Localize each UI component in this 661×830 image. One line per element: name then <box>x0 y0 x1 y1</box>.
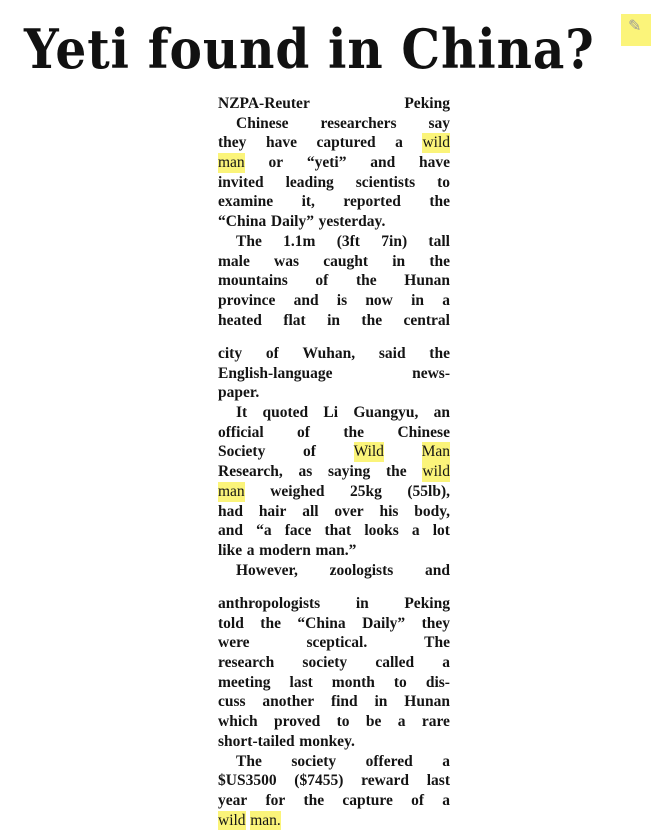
text-line <box>218 752 450 772</box>
word: 7in) <box>381 232 408 250</box>
word: quoted <box>262 404 309 422</box>
word: short-tailed <box>218 732 295 750</box>
word: they <box>218 134 247 152</box>
word: official <box>218 423 264 441</box>
word: Daily” <box>270 213 314 231</box>
text-line <box>218 133 450 153</box>
word: was <box>274 252 300 270</box>
word: a <box>442 791 450 809</box>
word: Chinese <box>397 423 450 441</box>
word: looks <box>364 522 399 540</box>
word: and <box>425 561 450 579</box>
word: in <box>411 291 425 309</box>
word: meeting <box>218 673 271 691</box>
word: is <box>336 291 348 309</box>
word: $US3500 <box>218 772 277 790</box>
text-line <box>218 311 450 331</box>
word: researchers <box>320 114 397 132</box>
word: it, <box>301 193 315 211</box>
text-line <box>218 114 450 134</box>
word: 1.1m <box>283 232 316 250</box>
word: and <box>370 154 396 172</box>
text-line <box>218 653 450 673</box>
word: caught <box>323 252 369 270</box>
text-line <box>218 482 450 502</box>
word: Chinese <box>236 114 289 132</box>
word: to <box>336 713 350 731</box>
word: Hunan <box>404 272 450 290</box>
word: the <box>343 423 365 441</box>
word: captured <box>316 134 376 152</box>
word: zoologists <box>329 561 394 579</box>
word: However, <box>236 561 298 579</box>
word: leading <box>285 173 334 191</box>
word: the <box>361 311 383 329</box>
word: English-language <box>218 364 333 382</box>
text-line <box>218 364 450 384</box>
word: said <box>378 345 406 362</box>
word: last <box>426 772 450 790</box>
word: they <box>421 614 450 632</box>
word: research <box>218 654 275 672</box>
article-column-1 <box>218 94 450 330</box>
word: 25kg <box>349 482 382 500</box>
word: (3ft <box>336 232 360 250</box>
word: The <box>424 634 450 652</box>
word: news- <box>412 364 450 382</box>
word: Peking <box>404 595 450 612</box>
text-line <box>218 442 450 462</box>
word: mountains <box>218 272 288 290</box>
text-line <box>218 502 450 522</box>
word: a <box>442 291 450 309</box>
word: a <box>395 134 403 152</box>
word: tall <box>428 232 450 250</box>
word: of <box>315 272 329 290</box>
word: a <box>411 522 420 540</box>
text-line <box>218 344 450 364</box>
word: over <box>334 502 364 520</box>
highlighted-word: Wild <box>353 443 384 461</box>
word: and <box>218 522 243 540</box>
word: dis- <box>425 673 450 691</box>
word: like <box>218 541 243 559</box>
highlighted-word: wild <box>218 811 246 829</box>
word: that <box>324 522 352 540</box>
text-line <box>218 212 450 232</box>
word: in <box>327 311 341 329</box>
text-line <box>218 732 450 752</box>
word: monkey. <box>299 732 355 750</box>
word: scientists <box>355 173 416 191</box>
text-line <box>218 712 450 732</box>
word: society <box>291 752 337 770</box>
word: the <box>303 791 325 809</box>
highlighted-word: wild <box>422 463 450 481</box>
word: offered <box>365 752 413 770</box>
word: paper. <box>218 384 260 402</box>
text-line <box>218 594 450 614</box>
word: another <box>262 693 315 711</box>
text-line <box>218 252 450 272</box>
word: be <box>365 713 382 731</box>
word: an <box>433 404 450 422</box>
word: the <box>429 345 450 362</box>
word: Society <box>218 443 266 461</box>
word: Daily” <box>362 614 406 632</box>
text-line <box>218 462 450 482</box>
word: a <box>442 752 450 770</box>
word: told <box>218 614 244 632</box>
word: of <box>411 791 424 809</box>
text-line <box>218 692 450 712</box>
word: now <box>365 291 393 309</box>
word: the <box>355 272 377 290</box>
text-line <box>218 403 450 423</box>
word: called <box>375 654 415 672</box>
word: saying <box>328 463 371 481</box>
text-line <box>218 811 450 830</box>
text-line <box>218 94 450 114</box>
word: of <box>297 423 310 441</box>
word: NZPA-Reuter <box>218 95 310 112</box>
word: male <box>218 252 250 270</box>
text-line <box>218 232 450 252</box>
word: have <box>419 154 450 172</box>
word: Guangyu, <box>353 404 419 422</box>
word: city <box>218 345 243 362</box>
word: heated <box>218 311 262 329</box>
word: the <box>429 252 450 270</box>
article-column-2 <box>218 344 450 580</box>
word: reported <box>343 193 401 211</box>
word: anthropologists <box>218 595 321 612</box>
word: of <box>265 345 279 362</box>
word: his <box>379 502 399 520</box>
word: to <box>393 673 407 691</box>
text-line <box>218 383 450 403</box>
word: a <box>246 541 255 559</box>
highlighted-word: man <box>218 154 245 172</box>
word: to <box>437 173 450 191</box>
text-line <box>218 633 450 653</box>
word: all <box>302 502 319 520</box>
word: The <box>236 232 262 250</box>
headline: Yeti found in China? <box>24 17 595 81</box>
word: cuss <box>218 693 246 711</box>
word: examine <box>218 193 274 211</box>
text-line <box>218 153 450 173</box>
word: or <box>268 154 284 172</box>
text-line <box>218 614 450 634</box>
marker-icon: ✎ <box>628 16 642 35</box>
word: flat <box>283 311 306 329</box>
word: Li <box>323 404 339 422</box>
word: “China <box>218 213 267 231</box>
word: which <box>218 713 258 731</box>
text-line <box>218 561 450 581</box>
text-line <box>218 791 450 811</box>
word: central <box>403 311 450 329</box>
highlighted-word: man <box>218 482 245 500</box>
word: proved <box>273 713 321 731</box>
word: face <box>284 522 312 540</box>
highlighted-word: man. <box>250 811 281 829</box>
text-line <box>218 192 450 212</box>
text-line <box>218 173 450 193</box>
word: a <box>397 713 406 731</box>
word: have <box>265 134 297 152</box>
word: month <box>331 673 375 691</box>
word: Research, <box>218 463 283 481</box>
word: reward <box>361 772 410 790</box>
highlighted-word: wild <box>422 134 450 152</box>
word: modern <box>259 541 311 559</box>
word: had <box>218 502 243 520</box>
word: “China <box>297 614 346 632</box>
word: (55lb), <box>407 482 450 500</box>
word: ($7455) <box>294 772 344 790</box>
highlighted-word: Man <box>421 443 450 461</box>
word: Peking <box>404 95 450 112</box>
word: The <box>236 752 262 770</box>
word: last <box>289 673 313 691</box>
word: invited <box>218 173 264 191</box>
article-column-3 <box>218 594 450 830</box>
word: the <box>429 193 450 211</box>
word: Wuhan, <box>302 345 356 362</box>
word: the <box>260 614 281 632</box>
word: body, <box>414 502 450 520</box>
word: as <box>298 463 313 481</box>
word: rare <box>421 713 450 731</box>
text-line <box>218 423 450 443</box>
word: a <box>442 654 450 672</box>
text-line <box>218 291 450 311</box>
word: lot <box>432 522 450 540</box>
word: and <box>293 291 319 309</box>
word: in <box>392 252 406 270</box>
text-line <box>218 541 450 561</box>
word: yesterday. <box>318 213 386 231</box>
word: were <box>218 634 250 652</box>
word: man.” <box>315 541 357 559</box>
word: for <box>265 791 286 809</box>
word: It <box>236 404 248 422</box>
word: hair <box>258 502 287 520</box>
word: “a <box>256 522 272 540</box>
word: Hunan <box>404 693 450 711</box>
word: the <box>385 463 407 481</box>
word: find <box>330 693 358 711</box>
word: capture <box>342 791 393 809</box>
word: society <box>302 654 348 672</box>
text-line <box>218 521 450 541</box>
word: year <box>218 791 248 809</box>
word: sceptical. <box>306 634 368 652</box>
text-line <box>218 771 450 791</box>
word: in <box>374 693 388 711</box>
word: in <box>355 595 369 612</box>
word: of <box>303 443 316 461</box>
word: province <box>218 291 276 309</box>
text-line <box>218 271 450 291</box>
text-line <box>218 673 450 693</box>
word: weighed <box>270 482 325 500</box>
word: “yeti” <box>306 154 347 172</box>
word: say <box>428 114 450 132</box>
